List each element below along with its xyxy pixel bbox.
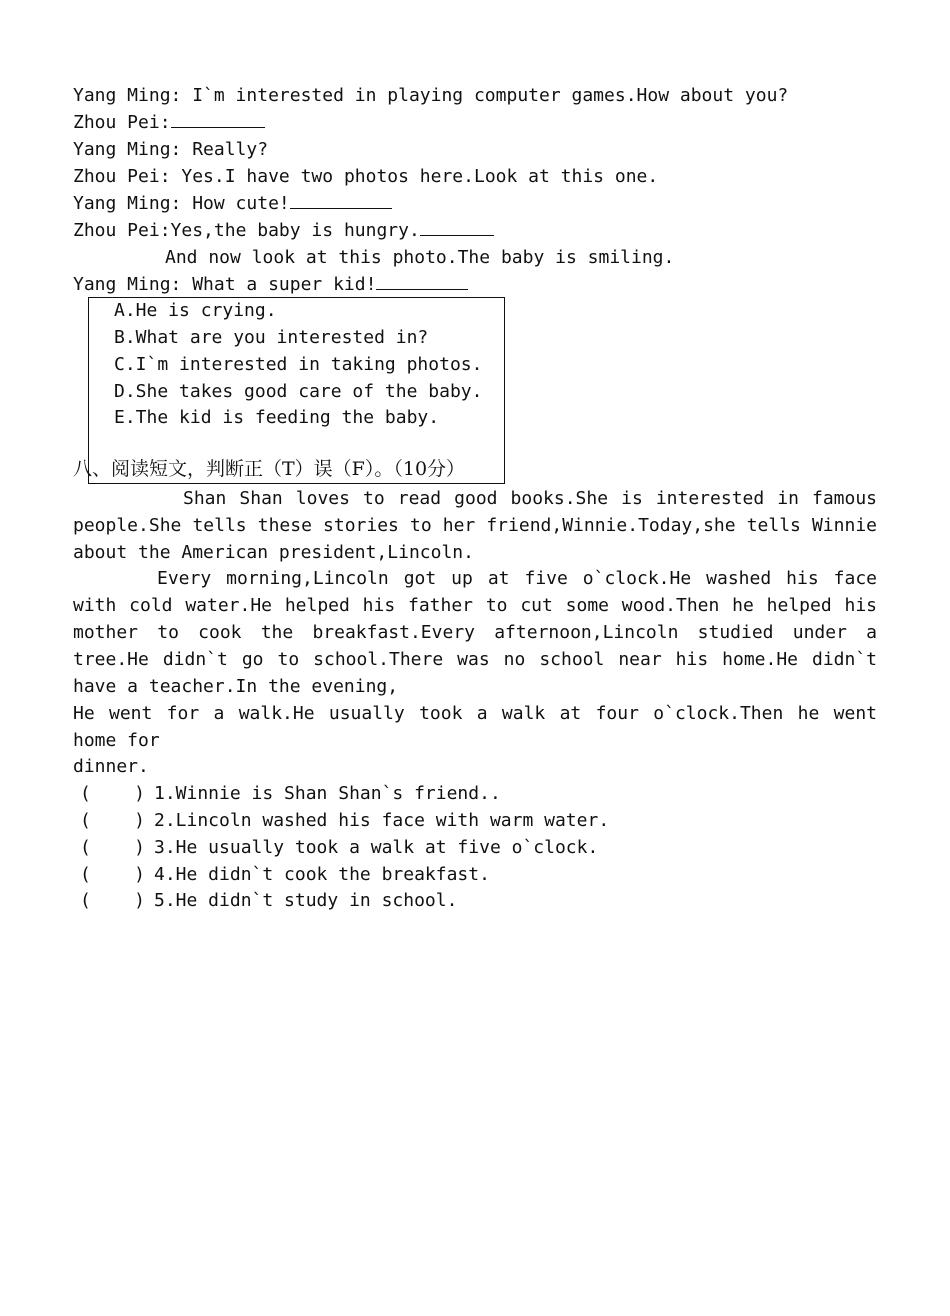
tf-question-2 — [80, 807, 609, 834]
option-b: B.What are you interested in? — [114, 327, 429, 348]
answer-bracket[interactable]: ( ) — [80, 837, 146, 858]
dialogue-line-7 — [165, 244, 674, 271]
dialogue-line-5 — [73, 190, 392, 217]
question-text: 5.He didn`t study in school. — [154, 890, 458, 911]
answer-blank-2[interactable] — [290, 190, 392, 209]
section-heading: 八、阅读短文，判断正（T）误（F）。（10分） — [73, 458, 466, 480]
answer-bracket[interactable]: ( ) — [80, 783, 146, 804]
speaker: Yang Ming: — [73, 139, 182, 160]
answer-bracket[interactable]: ( ) — [80, 890, 146, 911]
speaker: Zhou Pei: — [73, 220, 171, 241]
question-text: 2.Lincoln washed his face with warm water. — [154, 810, 610, 831]
speaker: Zhou Pei: — [73, 112, 171, 133]
answer-bracket[interactable]: ( ) — [80, 864, 146, 885]
answer-bracket[interactable]: ( ) — [80, 810, 146, 831]
dialogue-line-2 — [73, 109, 265, 136]
answer-blank-3[interactable] — [420, 217, 494, 236]
dialogue-line-6 — [73, 217, 494, 244]
dialogue-text: I`m interested in playing computer games.How about you? — [181, 85, 789, 106]
dialogue-text: Really? — [181, 139, 269, 160]
dialogue-text: Yes.I have two photos here.Look at this one. — [170, 166, 659, 187]
dialogue-text: What a super kid! — [181, 274, 377, 295]
dialogue-line-3 — [73, 136, 268, 163]
dialogue-line-4 — [73, 163, 658, 190]
passage-paragraph-1: Shan Shan loves to read good books.She is interested in famous people.She tells these stories to her friend,Winnie.Today,she tells Winnie about the American president,Lincoln. — [73, 488, 877, 563]
question-text: 4.He didn`t cook the breakfast. — [154, 864, 490, 885]
dialogue-line-8 — [73, 271, 468, 298]
speaker: Yang Ming: — [73, 274, 182, 295]
option-d: D.She takes good care of the baby. — [114, 381, 483, 402]
passage-paragraph-2: Every morning,Lincoln got up at five o`clock.He washed his face with cold water.He helped his father to cut some wood.Then he helped his mother to cook the breakfast.Every afternoon,Lincoln studied under a tree.He didn`t go to school.There was no school near his home.He didn`t have a teacher.In the evening, — [73, 568, 877, 697]
question-text: 3.He usually took a walk at five o`clock. — [154, 837, 599, 858]
passage-paragraph-3: He went for a walk.He usually took a walk at four o`clock.Then he went home for — [73, 703, 877, 751]
speaker: Yang Ming: — [73, 193, 182, 214]
question-text: 1.Winnie is Shan Shan`s friend.. — [154, 783, 501, 804]
tf-question-4 — [80, 861, 490, 888]
tf-question-1 — [80, 780, 501, 807]
speaker: Yang Ming: — [73, 85, 182, 106]
dialogue-text: How cute! — [181, 193, 290, 214]
answer-blank-4[interactable] — [376, 271, 468, 290]
speaker: Zhou Pei: — [73, 166, 171, 187]
tf-question-3 — [80, 834, 598, 861]
dialogue-text: And now look at this photo.The baby is smiling. — [165, 247, 675, 268]
tf-question-5 — [80, 887, 457, 914]
option-e: E.The kid is feeding the baby. — [114, 407, 440, 428]
dialogue-text: Yes,the baby is hungry. — [170, 220, 420, 241]
dialogue-line-1 — [73, 82, 788, 109]
option-a: A.He is crying. — [114, 300, 277, 321]
answer-blank-1[interactable] — [171, 109, 265, 128]
passage-paragraph-4: dinner. — [73, 756, 149, 777]
option-c: C.I`m interested in taking photos. — [114, 354, 483, 375]
